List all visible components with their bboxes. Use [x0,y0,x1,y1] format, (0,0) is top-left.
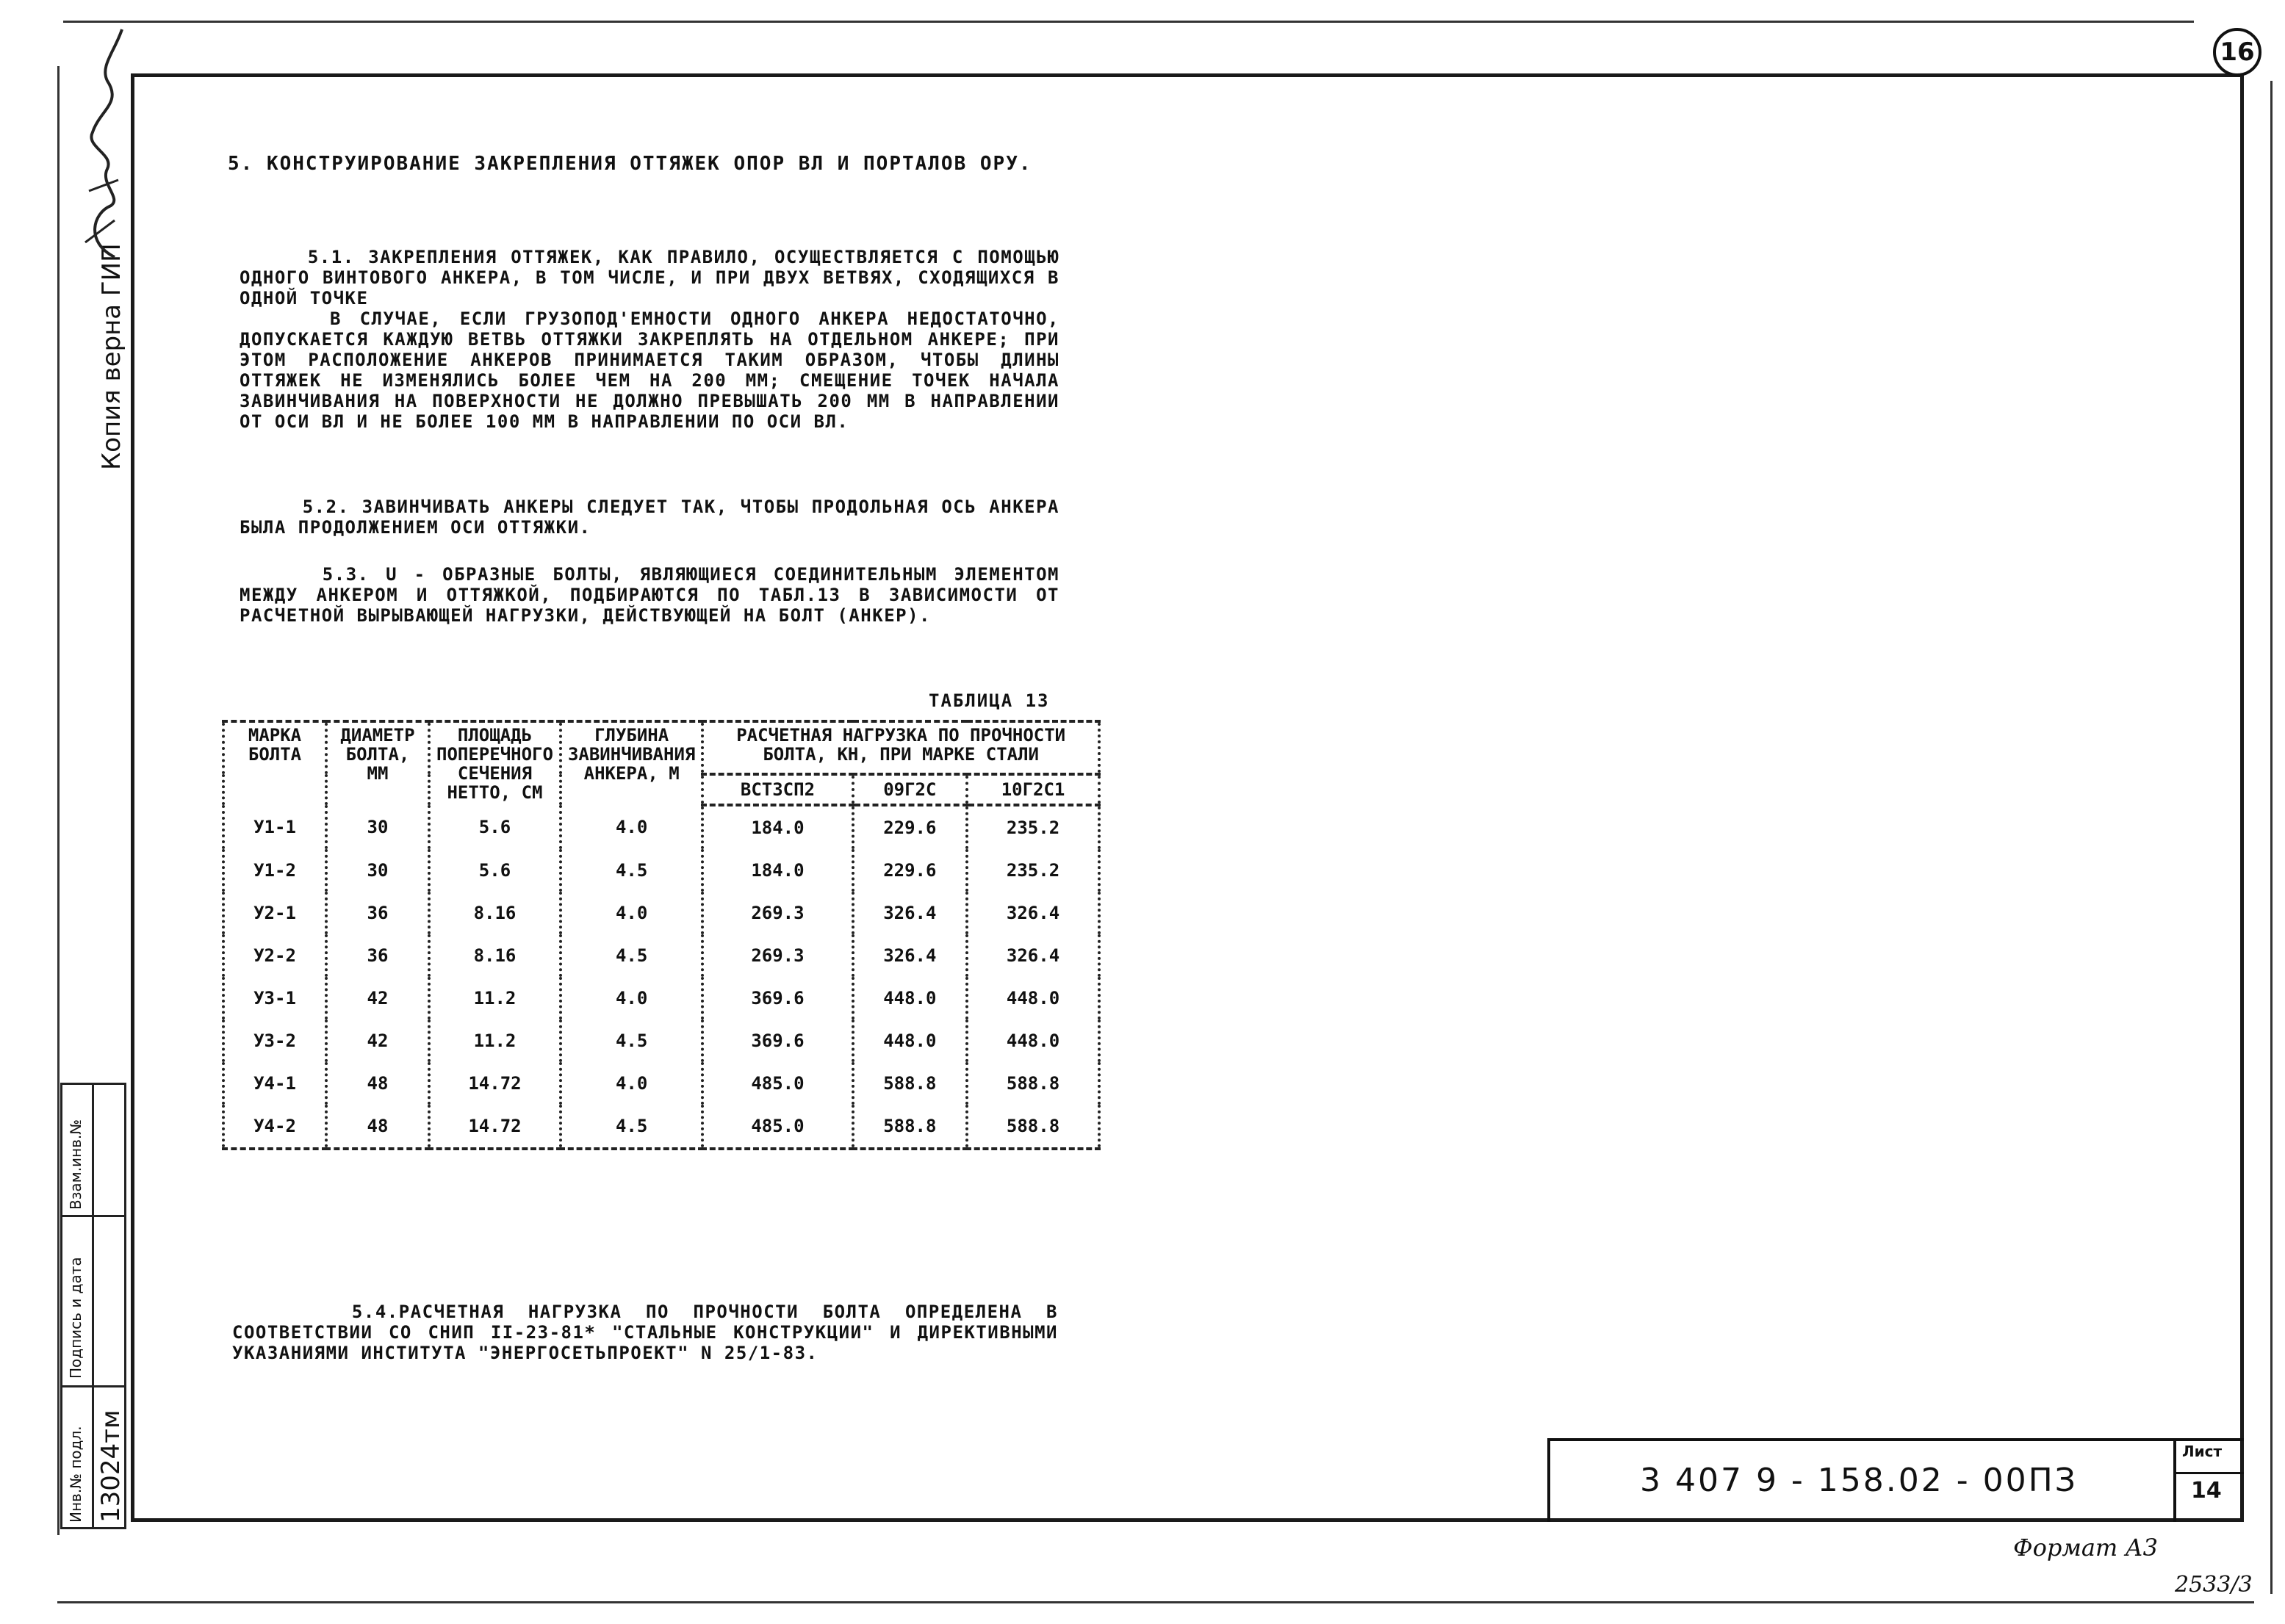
header-steel-1: ВСТ3СП2 [702,774,852,805]
inventory-note: 2533/3 [2175,1572,2253,1598]
stamp-divider [92,1085,94,1527]
cell-steel-3: 326.4 [967,934,1099,977]
sheet-number: 14 [2191,1478,2222,1504]
cell-diameter: 36 [326,934,429,977]
cell-steel-3: 235.2 [967,849,1099,892]
cell-area: 14.72 [429,1062,561,1105]
stamp-sign-label: Подпись и дата [67,1257,84,1379]
cell-depth: 4.5 [561,1105,702,1149]
header-depth: ГЛУБИНА ЗАВИНЧИВАНИЯ АНКЕРА, М [561,721,702,805]
table-caption: ТАБЛИЦА 13 [929,690,1050,711]
cell-mark: У2-2 [223,934,326,977]
section-heading: 5. КОНСТРУИРОВАНИЕ ЗАКРЕПЛЕНИЯ ОТТЯЖЕК ОПОР ВЛ И ПОРТАЛОВ ОРУ. [228,153,1032,175]
header-mark: МАРКА БОЛТА [223,721,326,805]
table-row [223,849,1099,892]
cell-diameter: 42 [326,1019,429,1062]
table-row [223,1062,1099,1105]
cell-diameter: 48 [326,1105,429,1149]
cell-depth: 4.5 [561,1019,702,1062]
left-trim-line [57,66,60,1535]
cell-diameter: 42 [326,977,429,1019]
cell-area: 5.6 [429,805,561,849]
right-trim-line [2270,81,2273,1594]
cell-steel-1: 269.3 [702,892,852,934]
signature-mark [71,22,129,264]
cell-steel-3: 588.8 [967,1105,1099,1149]
cell-area: 11.2 [429,977,561,1019]
cell-mark: У4-2 [223,1105,326,1149]
format-label: Формат А3 [2013,1534,2159,1562]
table-row [223,934,1099,977]
header-area: ПЛОЩАДЬ ПОПЕРЕЧНОГО СЕЧЕНИЯ НЕТТО, СМ [429,721,561,805]
cell-steel-1: 184.0 [702,849,852,892]
paragraph-5-2: 5.2. ЗАВИНЧИВАТЬ АНКЕРЫ СЛЕДУЕТ ТАК, ЧТОБЫ ПРОДОЛЬНАЯ ОСЬ АНКЕРА БЫЛА ПРОДОЛЖЕНИЕМ ОСИ ОТТЯЖКИ. [240,497,1071,538]
cell-steel-3: 326.4 [967,892,1099,934]
cell-steel-2: 448.0 [853,1019,968,1062]
cell-steel-1: 369.6 [702,977,852,1019]
cell-steel-3: 235.2 [967,805,1099,849]
cell-area: 5.6 [429,849,561,892]
sheet-box-divider [2176,1472,2244,1474]
cell-steel-2: 326.4 [853,934,968,977]
sheet-label: Лист [2182,1443,2223,1460]
paragraph-5-4: 5.4.РАСЧЕТНАЯ НАГРУЗКА ПО ПРОЧНОСТИ БОЛТА ОПРЕДЕЛЕНА В СООТВЕТСТВИИ СО СНИП II-23-81* "СТАЛЬНЫЕ КОНСТРУКЦИИ" И ДИРЕКТИВНЫМИ УКАЗАНИЯМИ ИНСТИТУТА "ЭНЕРГОСЕТЬПРОЕКТ" N 25/1-83. [232,1302,1070,1363]
cell-mark: У3-2 [223,1019,326,1062]
cell-depth: 4.0 [561,805,702,849]
cell-steel-2: 326.4 [853,892,968,934]
table-row [223,1019,1099,1062]
bottom-trim-line [57,1601,2254,1603]
bolts-table [222,720,1101,1150]
cell-steel-3: 588.8 [967,1062,1099,1105]
cell-area: 11.2 [429,1019,561,1062]
cell-mark: У3-1 [223,977,326,1019]
paragraph-5-1: 5.1. ЗАКРЕПЛЕНИЯ ОТТЯЖЕК, КАК ПРАВИЛО, ОСУЩЕСТВЛЯЕТСЯ С ПОМОЩЬЮ ОДНОГО ВИНТОВОГО АНКЕРА, В ТОМ ЧИСЛЕ, И ПРИ ДВУХ ВЕТВЯХ, СХОДЯЩИХСЯ В ОДНОЙ ТОЧКЕ В СЛУЧАЕ, ЕСЛИ ГРУЗОПОД'ЕМНОСТИ ОДНОГО АНКЕРА НЕДОСТАТОЧНО, ДОПУСКАЕТСЯ КАЖДУЮ ВЕТВЬ ОТТЯЖКИ ЗАКРЕПЛЯТЬ НА ОТДЕЛЬНОМ АНКЕРЕ; ПРИ ЭТОМ РАСПОЛОЖЕНИЕ АНКЕРОВ ПРИНИМАЕТСЯ ТАКИМ ОБРАЗОМ, ЧТОБЫ ДЛИНЫ ОТТЯЖЕК НЕ ИЗМЕНЯЛИСЬ БОЛЕЕ ЧЕМ НА 200 ММ; СМЕЩЕНИЕ ТОЧЕК НАЧАЛА ЗАВИНЧИВАНИЯ НА ПОВЕРХНОСТИ НЕ ДОЛЖНО ПРЕВЫШАТЬ 200 ММ В НАПРАВЛЕНИИ ОТ ОСИ ВЛ И НЕ БОЛЕЕ 100 ММ В НАПРАВЛЕНИИ ПО ОСИ ВЛ. [240,247,1059,432]
stamp-inv-label: Инв.№ подл. [67,1426,84,1523]
top-trim-line [63,21,2194,23]
cell-steel-1: 485.0 [702,1105,852,1149]
cell-steel-1: 485.0 [702,1062,852,1105]
document-code: 3 407 9 - 158.02 - 00ПЗ [1640,1462,2078,1499]
cell-steel-2: 588.8 [853,1105,968,1149]
cell-steel-1: 184.0 [702,805,852,849]
paragraph-5-3: 5.3. U - ОБРАЗНЫЕ БОЛТЫ, ЯВЛЯЮЩИЕСЯ СОЕДИНИТЕЛЬНЫМ ЭЛЕМЕНТОМ МЕЖДУ АНКЕРОМ И ОТТЯЖКОЙ, ПОДБИРАЮТСЯ ПО ТАБЛ.13 В ЗАВИСИМОСТИ ОТ РАСЧЕТНОЙ ВЫРЫВАЮЩЕЙ НАГРУЗКИ, ДЕЙСТВУЮЩЕЙ НА БОЛТ (АНКЕР). [240,564,1071,626]
cell-steel-1: 369.6 [702,1019,852,1062]
cell-steel-2: 229.6 [853,805,968,849]
cell-area: 8.16 [429,892,561,934]
cell-diameter: 48 [326,1062,429,1105]
cell-diameter: 30 [326,805,429,849]
cell-mark: У2-1 [223,892,326,934]
cell-mark: У1-2 [223,849,326,892]
cell-steel-2: 588.8 [853,1062,968,1105]
cell-mark: У4-1 [223,1062,326,1105]
table-row [223,805,1099,849]
sheet-number-circle: 16 [2213,28,2261,76]
header-load-group: РАСЧЕТНАЯ НАГРУЗКА ПО ПРОЧНОСТИ БОЛТА, КН, ПРИ МАРКЕ СТАЛИ [702,721,1099,774]
stamp-inv-value: 13024тм [96,1410,126,1523]
cell-area: 14.72 [429,1105,561,1149]
cell-depth: 4.0 [561,977,702,1019]
cell-area: 8.16 [429,934,561,977]
table-row [223,892,1099,934]
header-steel-3: 10Г2С1 [967,774,1099,805]
stamp-replace-label: Взам.инв.№ [67,1119,84,1210]
cell-steel-2: 448.0 [853,977,968,1019]
cell-diameter: 30 [326,849,429,892]
cell-mark: У1-1 [223,805,326,849]
cell-diameter: 36 [326,892,429,934]
header-diameter: ДИАМЕТР БОЛТА, ММ [326,721,429,805]
cell-depth: 4.0 [561,1062,702,1105]
approval-stamp [60,1083,126,1529]
cell-steel-3: 448.0 [967,977,1099,1019]
cell-depth: 4.5 [561,849,702,892]
copy-verified-label: Копия верна ГИП [97,243,126,470]
cell-steel-3: 448.0 [967,1019,1099,1062]
table-row [223,1105,1099,1149]
cell-steel-2: 229.6 [853,849,968,892]
cell-steel-1: 269.3 [702,934,852,977]
cell-depth: 4.5 [561,934,702,977]
cell-depth: 4.0 [561,892,702,934]
header-steel-2: 09Г2С [853,774,968,805]
table-row [223,977,1099,1019]
